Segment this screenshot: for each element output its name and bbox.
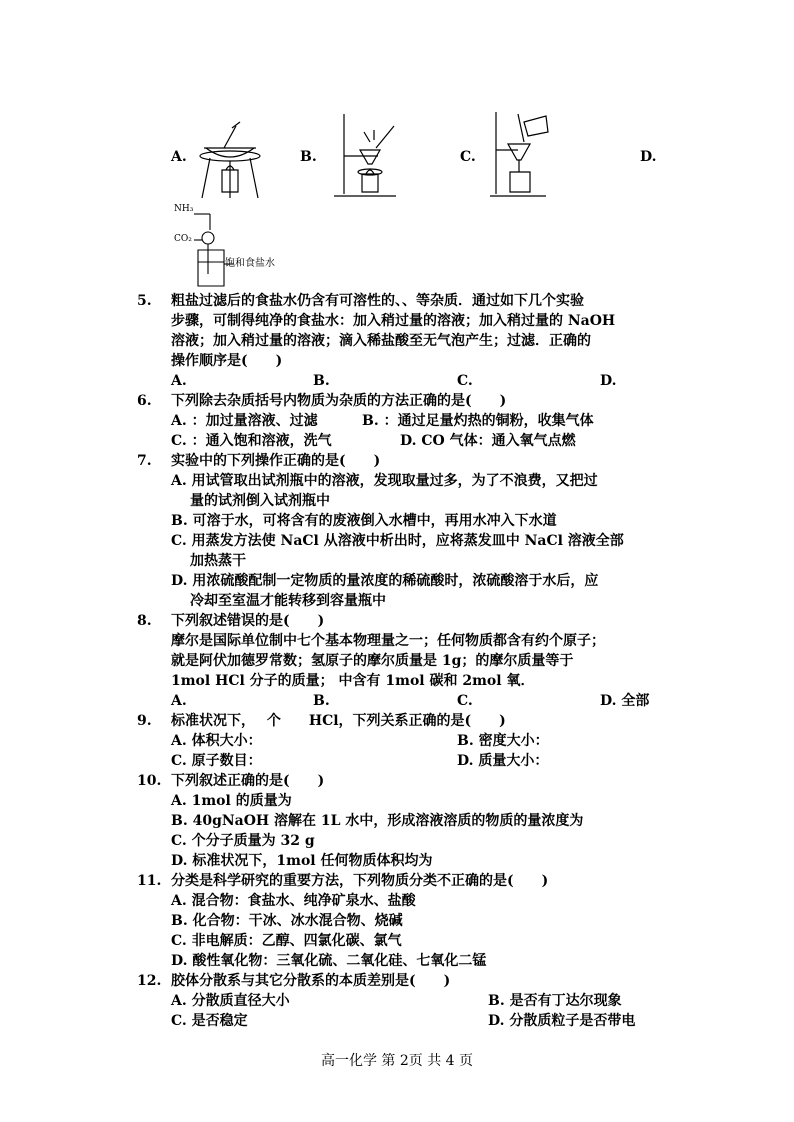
option-c: C. 用蒸发方法使 NaCl 从溶液中析出时，应将蒸发皿中 NaCl 溶液全部: [171, 533, 624, 549]
option-b: B.: [313, 373, 330, 389]
option-a: A. 分散质直径大小: [171, 993, 290, 1009]
q4-option-a-label: A.: [171, 149, 187, 165]
question-stem: 胶体分散系与其它分散系的本质差别是( ): [171, 973, 451, 989]
saturated-brine-label: 饱和食盐水: [225, 258, 275, 269]
option-c-continued: 加热蒸干: [190, 553, 246, 569]
q4-option-c-label: C.: [460, 149, 476, 165]
option-d: D. 用浓硫酸配制一定物质的量浓度的稀硫酸时，浓硫酸溶于水后，应: [171, 573, 599, 589]
question-stem-line: 摩尔是国际单位制中七个基本物理量之一；任何物质都含有约个原子；: [171, 633, 605, 649]
question-stem: 实验中的下列操作正确的是( ): [171, 453, 381, 469]
question-number: 5.: [137, 293, 152, 309]
option-d: D. 酸性氧化物：三氧化硫、二氧化硅、七氧化二锰: [171, 953, 487, 969]
option-c: C. ：通入饱和溶液，洗气: [171, 433, 332, 449]
option-a: A. 1mol 的质量为: [171, 793, 292, 809]
nh3-label: NH₃: [174, 204, 194, 214]
question-number: 8.: [137, 613, 152, 629]
option-a: A.: [171, 373, 187, 389]
q4-option-b-label: B.: [300, 149, 317, 165]
question-stem: 标准状况下， 个 HCl，下列关系正确的是( ): [171, 713, 506, 729]
option-a-continued: 量的试剂倒入试剂瓶中: [190, 493, 330, 509]
option-d: D. 全部: [600, 693, 650, 709]
evaporation-apparatus-figure: [196, 118, 264, 200]
option-b: B.: [313, 693, 330, 709]
option-b: B. 化合物：干冰、冰水混合物、烧碱: [171, 913, 403, 929]
option-c: C.: [457, 373, 473, 389]
question-stem-line: 粗盐过滤后的食盐水仍含有可溶性的、、等杂质．通过如下几个实验: [171, 293, 584, 309]
question-stem: 下列叙述正确的是( ): [171, 773, 325, 789]
option-b: B. 密度大小：: [457, 733, 549, 749]
filtration-stand-figure: [330, 112, 402, 200]
option-c: C. 是否稳定: [171, 1013, 248, 1029]
option-d-continued: 冷却至室温才能转移到容量瓶中: [190, 593, 386, 609]
option-d: D. CO 气体：通入氧气点燃: [400, 433, 576, 449]
option-b: B. 是否有丁达尔现象: [488, 993, 622, 1009]
option-b: B. 可溶于水，可将含有的废液倒入水槽中，再用水冲入下水道: [171, 513, 557, 529]
question-stem-line: 步骤，可制得纯净的食盐水：加入稍过量的溶液；加入稍过量的 NaOH: [171, 313, 616, 329]
option-d: D.: [600, 373, 617, 389]
question-stem-line: 就是阿伏加德罗常数；氢原子的摩尔质量是 1g；的摩尔质量等于: [171, 653, 574, 669]
option-c: C. 非电解质：乙醇、四氯化碳、氯气: [171, 933, 402, 949]
option-a: A. 混合物：食盐水、纯净矿泉水、盐酸: [171, 893, 416, 909]
option-b: B. ：通过足量灼热的铜粉，收集气体: [362, 413, 594, 429]
option-c: C. 原子数目：: [171, 753, 262, 769]
option-c: C.: [457, 693, 473, 709]
option-a: A. 用试管取出试剂瓶中的溶液，发现取量过多，为了不浪费，又把过: [171, 473, 598, 489]
question-number: 9.: [137, 713, 152, 729]
option-a: A.: [171, 693, 187, 709]
question-number: 6.: [137, 393, 152, 409]
option-d: D. 分散质粒子是否带电: [488, 1013, 636, 1029]
question-number: 12.: [137, 973, 162, 989]
question-stem: 分类是科学研究的重要方法，下列物质分类不正确的是( ): [171, 873, 549, 889]
question-stem-line: 溶液；加入稍过量的溶液；滴入稀盐酸至无气泡产生；过滤．正确的: [171, 333, 591, 349]
option-b: B. 40gNaOH 溶解在 1L 水中，形成溶液溶质的物质的量浓度为: [171, 813, 584, 829]
option-d: D. 标准状况下，1mol 任何物质体积均为: [171, 853, 433, 869]
option-c: C. 个分子质量为 32 g: [171, 833, 315, 849]
gas-absorption-apparatus-figure: [170, 202, 280, 290]
question-number: 10.: [137, 773, 162, 789]
option-a: A. ：加过量溶液、过滤: [171, 413, 318, 429]
question-stem: 下列叙述错误的是( ): [171, 613, 325, 629]
question-stem-line: 操作顺序是( ): [171, 353, 283, 369]
option-d: D. 质量大小：: [457, 753, 549, 769]
q4-option-d-label: D.: [640, 149, 657, 165]
funnel-beaker-figure: [488, 108, 554, 200]
question-number: 7.: [137, 453, 152, 469]
question-number: 11.: [137, 873, 162, 889]
co2-label: CO₂: [174, 234, 192, 244]
question-stem: 下列除去杂质括号内物质为杂质的方法正确的是( ): [171, 393, 507, 409]
question-stem-line: 1mol HCl 分子的质量； 中含有 1mol 碳和 2mol 氧．: [171, 673, 535, 689]
page-footer: 高一化学 第 2页 共 4 页: [320, 1053, 474, 1069]
option-a: A. 体积大小：: [171, 733, 262, 749]
